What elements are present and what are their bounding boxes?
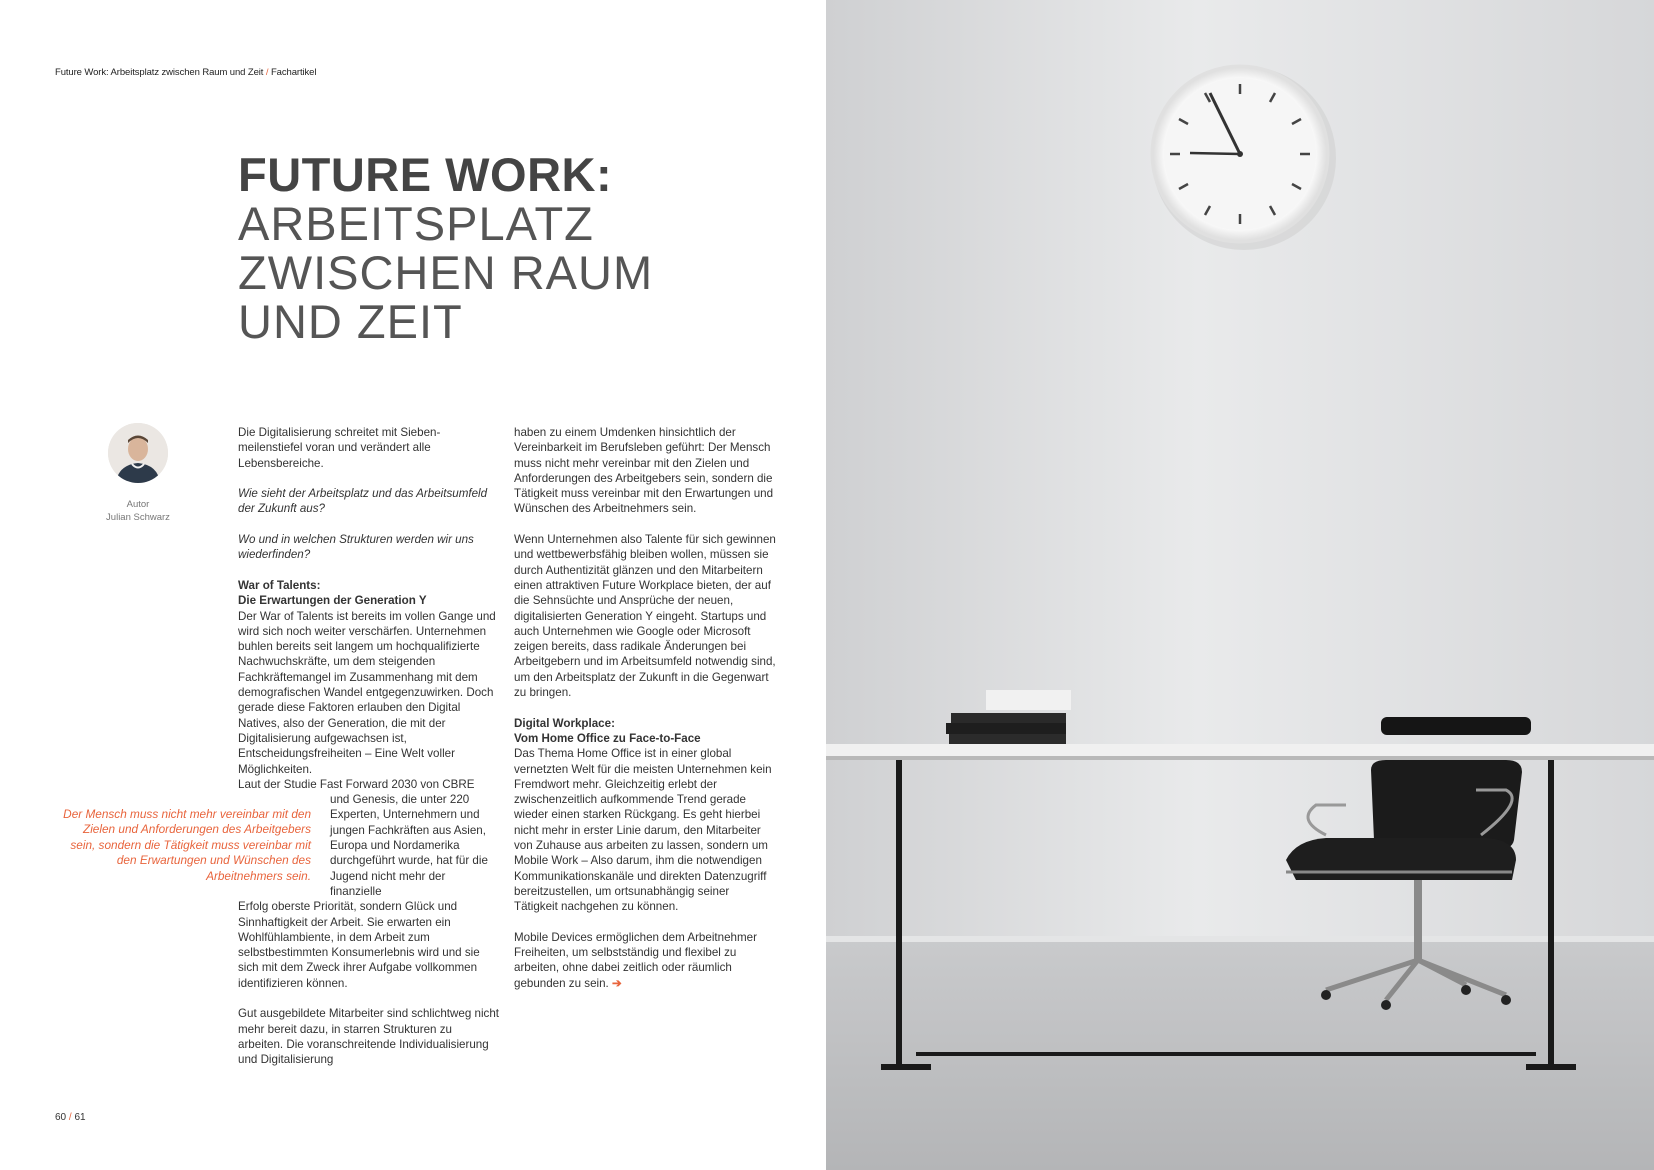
page-number-left: 60 — [55, 1112, 67, 1123]
section-heading-1a: War of Talents: — [238, 578, 321, 592]
title-line-1: FUTURE WORK: — [238, 148, 613, 201]
wall-clock-icon — [1152, 66, 1336, 250]
author-name: Julian Schwarz — [106, 512, 170, 523]
body-paragraph-4: Gut ausgebildete Mitarbeiter sind schlichtweg nicht mehr bereit dazu, in starren Strukturen zu arbeiten. Die voranschreitende Individualisierung und Digitalisierung — [238, 1007, 499, 1067]
breadcrumb-separator: / — [265, 67, 269, 78]
author-avatar — [108, 423, 168, 483]
office-scene-image — [826, 0, 1654, 1170]
author-portrait-icon — [108, 423, 168, 483]
page-number-right: 61 — [74, 1112, 86, 1123]
section-heading-1b: Die Erwartungen der Generation Y — [238, 594, 427, 608]
text-column-1 — [238, 425, 500, 1083]
body-paragraph-5: haben zu einem Umdenken hinsichtlich der Vereinbarkeit im Berufsleben geführt: Der Mensch muss nicht mehr vereinbar mit den Zielen und Anforderungen des Arbeitgebers sein, sondern die Tätigkeit muss vereinbar mit den Erwartungen und Wünschen des Arbeitnehmers sein. — [514, 426, 774, 516]
body-paragraph-6: Wenn Unternehmen also Talente für sich gewinnen und wettbewerbsfähig bleiben wollen, müssen sie durch Authentizität glänzen und den Mitarbeitern einen attraktiven Future Workplace bieten, der auf die Sehnsüchte und Ansprüche der neuen, digitalisierten Generation Y eingeht. Startups und auch Unternehmen wie Google oder Microsoft zeigen bereits, dass radikale Änderungen bei Arbeitgebern und im Arbeitsumfeld notwendig sind, um den Arbeitsplatz der Zukunft in die Gegenwart zu bringen. — [514, 533, 776, 700]
author-caption — [98, 498, 178, 524]
body-paragraph-3a: Laut der Studie Fast Forward 2030 von CBRE — [238, 777, 475, 791]
article-title — [238, 150, 758, 346]
title-line-4: UND ZEIT — [238, 295, 463, 348]
question-1: Wie sieht der Arbeitsplatz und das Arbeitsumfeld der Zukunft aus? — [238, 487, 488, 516]
body-paragraph-7: Das Thema Home Office ist in einer global vernetzten Welt für die meisten Unternehmen kein Fremdwort mehr. Gleichzeitig erlebt der zwischenzeitlich aufkommende Trend gerade wieder einen starken Rückgang. Es geht hierbei nicht mehr in erster Linie darum, den Mitarbeiter von Zuhause aus arbeiten zu lassen, sondern um Mobile Work – Also darum, ihm die notwendigen Kommunikationskanäle und direkten Datenzugriff bereitzustellen, um ortsunabhängig seiner Tätigkeit nachgehen zu können. — [514, 747, 772, 914]
section-heading-2b: Vom Home Office zu Face-to-Face — [514, 731, 701, 745]
text-column-2 — [514, 425, 776, 1006]
left-page — [0, 0, 826, 1170]
author-role: Autor — [126, 499, 150, 510]
body-paragraph-3b: und Genesis, die unter 220 Experten, Unternehmern und jungen Fachkräften aus Asien, Europa und Nordamerika durchgeführt wurde, hat für die Jugend nicht mehr der finanzielle — [330, 793, 488, 898]
breadcrumb-title: Future Work: Arbeitsplatz zwischen Raum und Zeit — [55, 67, 264, 78]
breadcrumb-section: Fachartikel — [270, 67, 317, 78]
page-number-separator: / — [68, 1112, 72, 1123]
title-line-2: ARBEITSPLATZ — [238, 197, 594, 250]
body-paragraph-8 — [514, 930, 776, 991]
body-paragraph-2: Der War of Talents ist bereits im vollen Gange und wird sich noch weiter verschärfen. Unternehmen buhlen bereits seit langem um hochqualifizierte Nachwuchskräfte, um dem steigenden Fachkräftemangel im Zusammenhang mit dem demografischen Wandel entgegenzuwirken. Doch gerade diese Faktoren erlauben den Digital Natives, also der Generation, die mit der Digitalisierung aufgewachsen ist, Entscheidungsfreiheiten – Eine Welt voller Möglichkeiten. — [238, 609, 496, 776]
breadcrumb — [55, 67, 316, 78]
section-heading-2a: Digital Workplace: — [514, 716, 615, 730]
question-2: Wo und in welchen Strukturen werden wir uns wiederfinden? — [238, 533, 474, 562]
body-paragraph-3c: Erfolg oberste Priorität, sondern Glück und Sinnhaftigkeit der Arbeit. Sie erwarten ein Wohlfühlambiente, in dem Arbeit zum selbstbestimmten Konsumerlebnis wird und sie sich mit dem Zweck ihrer Aufgabe vollkommen identifizieren können. — [238, 900, 480, 990]
intro-paragraph: Die Digitalisierung schreitet mit Sieben-meilenstiefel voran und verändert alle Lebensbereiche. — [238, 426, 441, 470]
pull-quote: Der Mensch muss nicht mehr vereinbar mit den Zielen und Anforderungen des Arbeitgebers sein, sondern die Tätigkeit muss vereinbar mit den Erwartungen und Wünschen des Arbeitnehmers sein. — [63, 807, 311, 883]
body-paragraph-8-text: Mobile Devices ermöglichen dem Arbeitnehmer Freiheiten, um selbstständig und flexibel zu arbeiten, ohne dabei zeitlich oder räumlich gebunden zu sein. — [514, 930, 757, 990]
page-numbers — [55, 1112, 86, 1123]
office-photo — [826, 0, 1654, 1170]
continue-arrow-icon: ➔ — [612, 976, 622, 990]
title-line-3: ZWISCHEN RAUM — [238, 246, 654, 299]
